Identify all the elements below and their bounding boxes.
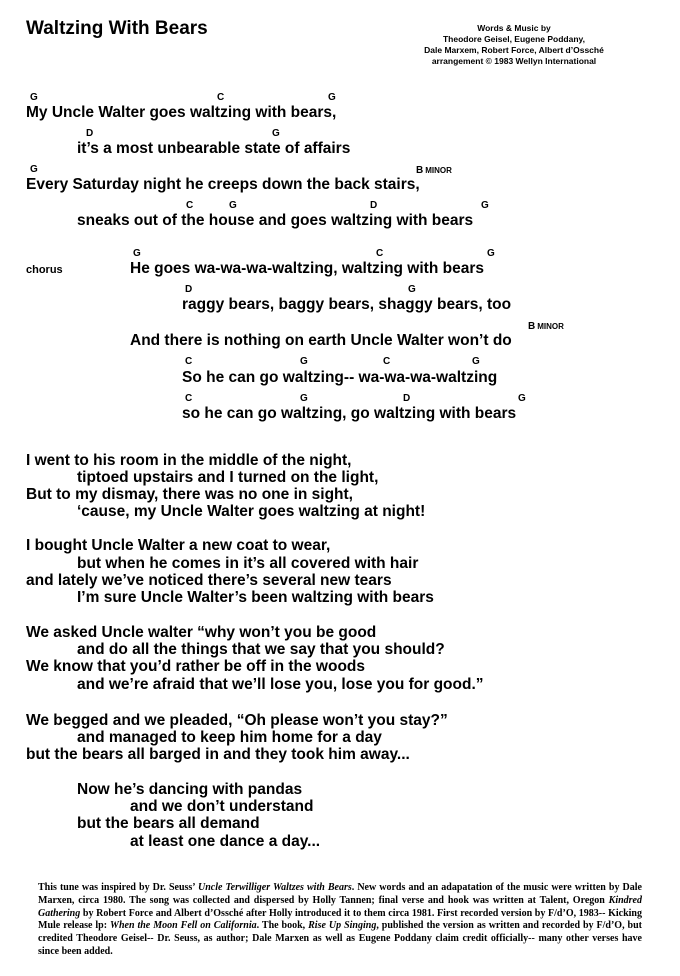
lyric-line: Now he’s dancing with pandas xyxy=(77,781,303,798)
lyric-line: But to my dismay, there was no one in sight, xyxy=(26,486,353,503)
footnote xyxy=(38,882,642,959)
chord-label: C xyxy=(376,248,384,259)
footnote-title: Rise Up Singing xyxy=(308,920,377,932)
chord-label: G xyxy=(472,356,480,367)
chord-label: G xyxy=(518,393,526,404)
lyric-line: sneaks out of the house and goes waltzing with bears xyxy=(77,212,474,229)
footnote-title: Kindred Gathering xyxy=(38,894,642,919)
lyric-line: ‘cause, my Uncle Walter goes waltzing at night! xyxy=(77,503,426,520)
lyric-line: We begged and we pleaded, “Oh please won’t you stay?” xyxy=(26,712,448,729)
lyric-line: at least one dance a day... xyxy=(130,833,321,850)
lyric-line: I’m sure Uncle Walter’s been waltzing with bears xyxy=(77,589,434,606)
chord-label: C xyxy=(186,200,194,211)
chord-quality: MINOR xyxy=(537,322,564,331)
lyric-line: We know that you’d rather be off in the woods xyxy=(26,658,366,675)
lyric-line: but the bears all barged in and they took him away... xyxy=(26,746,410,763)
lyric-line: He goes wa-wa-wa-waltzing, waltzing with bears xyxy=(130,260,484,277)
chord-label: G xyxy=(300,393,308,404)
chord-label: G xyxy=(272,128,280,139)
credits-line: Words & Music by xyxy=(477,23,551,33)
lyric-line: it’s a most unbearable state of affairs xyxy=(77,140,351,157)
lyric-line: Every Saturday night he creeps down the back stairs, xyxy=(26,176,420,193)
lyric-line: We asked Uncle walter “why won’t you be good xyxy=(26,624,377,641)
lyric-line: I bought Uncle Walter a new coat to wear, xyxy=(26,537,331,554)
chord-root: B xyxy=(528,321,536,332)
lyric-line: and managed to keep him home for a day xyxy=(77,729,382,746)
lyric-line: and we’re afraid that we’ll lose you, lose you for good.” xyxy=(77,676,484,693)
chord-label: D xyxy=(403,393,411,404)
chord-label: G xyxy=(408,284,416,295)
chord-label xyxy=(528,321,564,333)
lyric-line: So he can go waltzing-- wa-wa-wa-waltzing xyxy=(182,369,498,386)
footnote-text: This tune was inspired by Dr. Seuss’ xyxy=(38,882,198,893)
credits-line: arrangement © 1983 Wellyn International xyxy=(431,56,597,66)
credits-line: Dale Marxem, Robert Force, Albert d’Ossché xyxy=(424,45,604,55)
chord-label: C xyxy=(185,356,193,367)
lyric-line: but when he comes in it’s all covered with hair xyxy=(77,555,419,572)
chord-label: D xyxy=(86,128,94,139)
chord-label: D xyxy=(370,200,378,211)
chord-label: G xyxy=(30,92,38,103)
footnote-text: . The book, xyxy=(256,920,309,932)
footnote-text: , published the version as written and recorded by F/d’O, but credited Theodore Geisel-- Dr. Seuss, as author; Dale Marxen as well as Eugene Poddany claim credit officially-- many other verses have since been added. xyxy=(38,920,642,957)
lyric-line: and do all the things that we say that you should? xyxy=(77,641,445,658)
lyric-line: And there is nothing on earth Uncle Walter won’t do xyxy=(130,332,512,349)
chord-label: C xyxy=(217,92,225,103)
chord-label: G xyxy=(481,200,489,211)
lyric-line: and we don’t understand xyxy=(130,798,314,815)
chord-label: D xyxy=(185,284,193,295)
lyric-line: raggy bears, baggy bears, shaggy bears, too xyxy=(182,296,512,313)
chord-label: G xyxy=(487,248,495,259)
footnote-title: Uncle Terwilliger Waltzes with Bears xyxy=(197,882,352,893)
lyric-line: tiptoed upstairs and I turned on the light, xyxy=(77,469,379,486)
chord-label: G xyxy=(229,200,237,211)
chord-label: C xyxy=(383,356,391,367)
footnote-title: When the Moon Fell on California xyxy=(110,920,257,932)
footnote-text: by Robert Force and Albert d’Ossché after Holly introduced it to them circa 1981. First recorded version by F/d’O, 1983-- Kicking Mule release lp: xyxy=(38,907,642,932)
lyric-line: My Uncle Walter goes waltzing with bears, xyxy=(26,104,337,121)
lyric-line: so he can go waltzing, go waltzing with bears xyxy=(182,405,517,422)
lyric-line: and lately we’ve noticed there’s several new tears xyxy=(26,572,392,589)
chord-root: B xyxy=(416,165,424,176)
chord-label: G xyxy=(328,92,336,103)
chorus-label: chorus xyxy=(26,264,63,276)
lyric-line: I went to his room in the middle of the night, xyxy=(26,452,352,469)
chord-quality: MINOR xyxy=(425,166,452,175)
credits-block xyxy=(384,23,644,67)
footnote-text: . New words and an adapatation of the music were written by Dale Marxen, circa 1980. The song was collected and dispersed by Holly Tannen; final verse and hook was written at Talent, Oregon xyxy=(38,882,642,906)
chord-label xyxy=(416,165,452,177)
credits-line: Theodore Geisel, Eugene Poddany, xyxy=(442,34,585,44)
chord-label: G xyxy=(133,248,141,259)
chord-label: G xyxy=(300,356,308,367)
chord-label: C xyxy=(185,393,193,404)
lyric-line: but the bears all demand xyxy=(77,815,260,832)
song-title: Waltzing With Bears xyxy=(26,18,208,39)
chord-label: G xyxy=(30,164,38,175)
